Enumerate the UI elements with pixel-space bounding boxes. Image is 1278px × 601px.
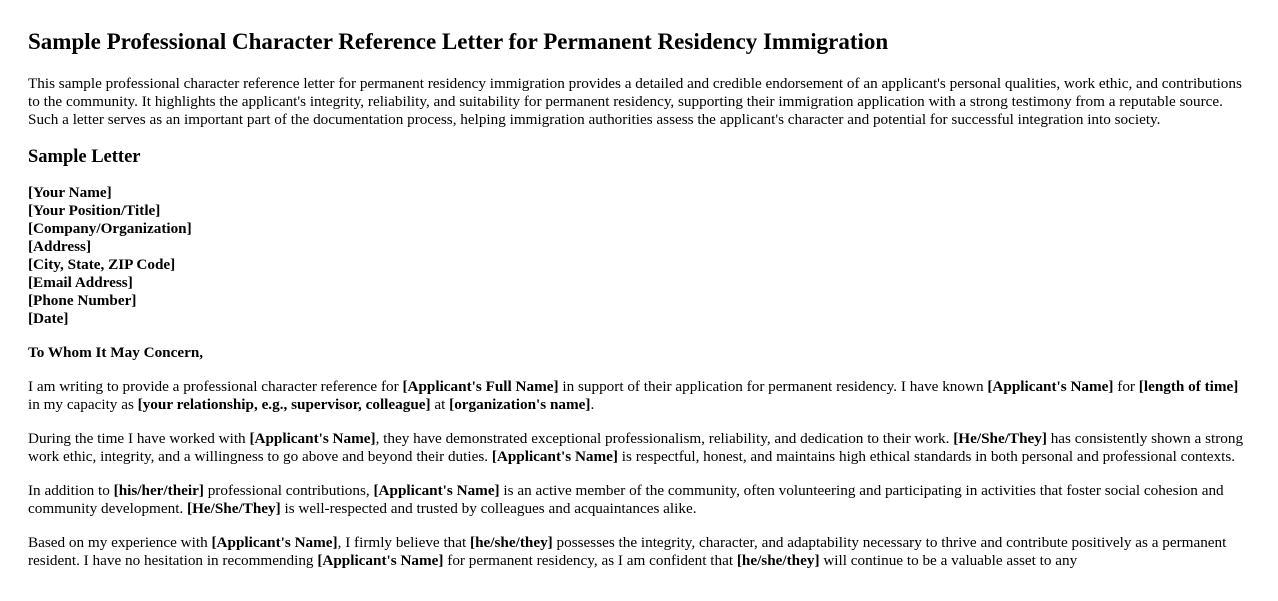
placeholder-length-of-time: [length of time] (1138, 378, 1239, 395)
placeholder-applicant-name: [Applicant's Name] (249, 430, 376, 447)
placeholder-applicant-name: [Applicant's Name] (987, 378, 1114, 395)
letter-paragraph-1 (28, 378, 1250, 414)
sender-email: [Email Address] (28, 274, 133, 291)
sender-position: [Your Position/Title] (28, 202, 161, 219)
letter-paragraph-2 (28, 430, 1250, 466)
sender-phone: [Phone Number] (28, 292, 137, 309)
text-run: Based on my experience with (28, 534, 212, 551)
placeholder-pronoun: [He/She/They] (187, 500, 281, 517)
text-run: in my capacity as (28, 396, 138, 413)
text-run: professional contributions, (203, 482, 374, 499)
placeholder-applicant-name: [Applicant's Name] (317, 552, 444, 569)
text-run: , I firmly believe that (337, 534, 471, 551)
placeholder-pronoun: [he/she/they] (470, 534, 553, 551)
text-run: is respectful, honest, and maintains high ethical standards in both personal and professional contexts. (617, 448, 1236, 465)
text-run: , they have demonstrated exceptional professionalism, reliability, and dedication to their work. (375, 430, 954, 447)
section-title: Sample Letter (28, 147, 141, 167)
text-run: is well-respected and trusted by colleagues and acquaintances alike. (280, 500, 697, 517)
placeholder-organization-name: [organization's name] (449, 396, 591, 413)
text-run: In addition to (28, 482, 114, 499)
placeholder-applicant-full-name: [Applicant's Full Name] (402, 378, 559, 395)
letter-paragraph-3 (28, 482, 1250, 518)
sender-city: [City, State, ZIP Code] (28, 256, 176, 273)
text-run: possesses the integrity, character, and adaptability necessary to thrive and contribute positively as a permanent resident. I have no hesitation in recommending (28, 534, 1227, 569)
placeholder-relationship: [your relationship, e.g., supervisor, colleague] (137, 396, 431, 413)
text-run: for permanent residency, as I am confident that (443, 552, 737, 569)
placeholder-applicant-name: [Applicant's Name] (373, 482, 500, 499)
text-run: is an active member of the community, often volunteering and participating in activities that foster social cohesion and community development. (28, 482, 1224, 517)
text-run: . (590, 396, 595, 413)
text-run: I am writing to provide a professional character reference for (28, 378, 403, 395)
letter-paragraph-4 (28, 534, 1250, 570)
intro-paragraph: This sample professional character reference letter for permanent residency immigration provides a detailed and credible endorsement of an applicant's personal qualities, work ethic, and contributions to the community. It highlights the applicant's integrity, reliability, and suitability for permanent residency, supporting their immigration application with a strong testimony from a reputable source. Such a letter serves as an important part of the documentation process, helping immigration authorities assess the applicant's character and potential for successful integration into society. (28, 75, 1242, 128)
placeholder-applicant-name: [Applicant's Name] (211, 534, 338, 551)
placeholder-pronoun: [he/she/they] (736, 552, 820, 569)
text-run: will continue to be a valuable asset to any (819, 552, 1078, 569)
text-run: in support of their application for permanent residency. I have known (558, 378, 988, 395)
letter-date: [Date] (28, 310, 69, 327)
text-run: has consistently shown a strong work ethic, integrity, and a willingness to go above and beyond their duties. (28, 430, 1244, 465)
placeholder-applicant-name: [Applicant's Name] (491, 448, 618, 465)
sender-address-block (28, 184, 1250, 328)
text-run: During the time I have worked with (28, 430, 250, 447)
sender-name: [Your Name] (28, 184, 112, 201)
page-title: Sample Professional Character Reference Letter for Permanent Residency Immigration (28, 29, 889, 54)
text-run: at (430, 396, 450, 413)
sender-company: [Company/Organization] (28, 220, 192, 237)
salutation: To Whom It May Concern, (28, 344, 204, 361)
placeholder-possessive-pronoun: [his/her/their] (113, 482, 204, 499)
sender-address: [Address] (28, 238, 92, 255)
text-run: for (1113, 378, 1139, 395)
placeholder-pronoun: [He/She/They] (953, 430, 1047, 447)
